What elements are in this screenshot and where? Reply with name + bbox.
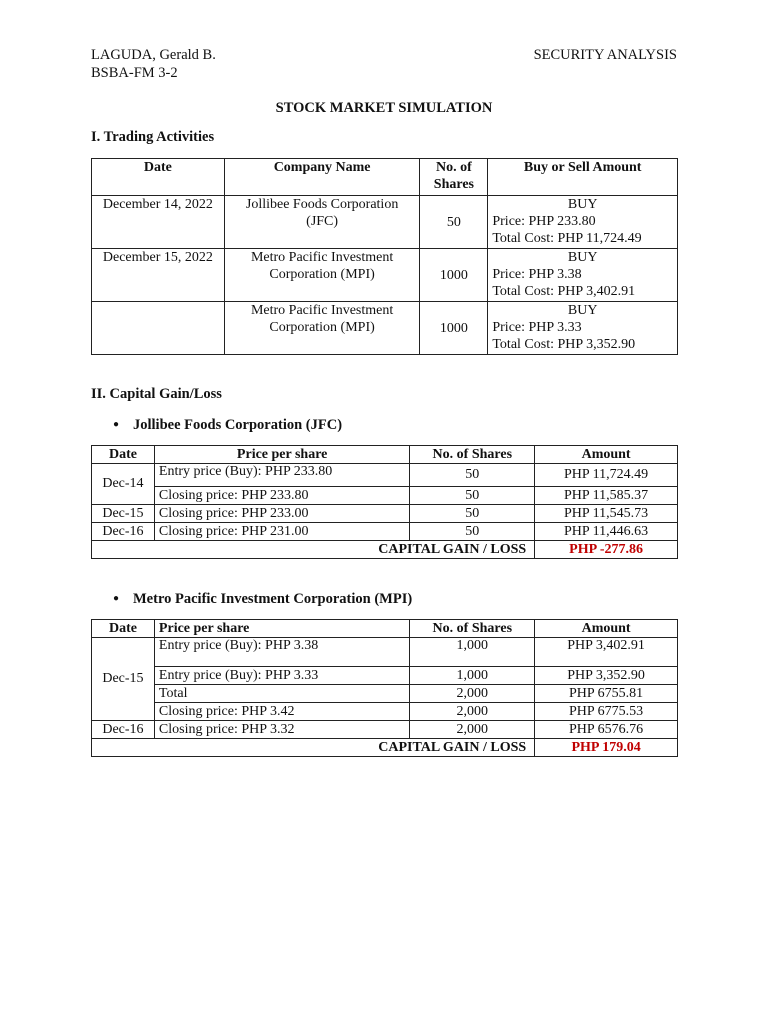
student-section: BSBA-FM 3-2 [91,65,178,81]
trade-action: BUY [567,197,598,212]
table-row [92,721,678,739]
row-shares: 2,000 [410,685,535,703]
row-date: Dec-16 [92,721,155,739]
row-price: Total [154,685,409,703]
col-date: Date [92,446,155,464]
bullet-icon: ● [113,419,120,430]
row-shares: 1,000 [410,638,535,667]
total-label: CAPITAL GAIN / LOSS [92,541,535,559]
jfc-total-row [92,541,678,559]
table-row [92,667,678,685]
table-row [92,505,678,523]
mpi-bullet [113,591,412,608]
jfc-total-value: PHP -277.86 [535,541,678,559]
page-title: STOCK MARKET SIMULATION [275,100,493,116]
mpi-title: Metro Pacific Investment Corporation (MPI) [133,591,413,607]
table-row [92,487,678,505]
table-row [92,302,678,355]
row-amount: PHP 6775.53 [535,703,678,721]
trade-total: Total Cost: PHP 3,402.91 [492,284,636,299]
row-shares: 50 [410,505,535,523]
trade-date: December 15, 2022 [92,249,225,302]
mpi-total-row [92,739,678,757]
trade-amount [488,302,678,355]
trade-action: BUY [567,250,598,265]
row-price: Closing price: PHP 233.00 [154,505,409,523]
row-date: Dec-15 [92,505,155,523]
mpi-table [91,619,678,757]
trade-amount [488,196,678,249]
row-date: Dec-15 [92,638,155,721]
row-amount: PHP 3,402.91 [535,638,678,667]
table-row [92,196,678,249]
row-amount: PHP 11,585.37 [535,487,678,505]
table-row [92,464,678,487]
trade-action: BUY [567,303,598,318]
row-shares: 2,000 [410,703,535,721]
table-row [92,703,678,721]
row-amount: PHP 11,724.49 [535,464,678,487]
col-date: Date [92,159,225,196]
col-amount: Amount [535,620,678,638]
trade-shares: 1000 [420,302,488,355]
row-amount: PHP 3,352.90 [535,667,678,685]
row-price: Closing price: PHP 233.80 [154,487,409,505]
col-shares [420,159,488,196]
mpi-total-value: PHP 179.04 [535,739,678,757]
col-shares: No. of Shares [410,446,535,464]
trade-price: Price: PHP 3.38 [492,267,582,282]
capital-heading: II. Capital Gain/Loss [91,386,222,402]
total-label: CAPITAL GAIN / LOSS [92,739,535,757]
trade-date: December 14, 2022 [92,196,225,249]
trade-company [224,196,420,249]
trade-company [224,302,420,355]
trade-amount [488,249,678,302]
company-line1: Metro Pacific Investment [250,303,394,318]
row-amount: PHP 6576.76 [535,721,678,739]
jfc-table [91,445,678,559]
company-line1: Metro Pacific Investment [250,250,394,265]
company-line2: (JFC) [306,214,339,229]
col-price: Price per share [154,446,409,464]
row-shares: 2,000 [410,721,535,739]
col-date: Date [92,620,155,638]
row-price: Closing price: PHP 3.32 [154,721,409,739]
student-name: LAGUDA, Gerald B. [91,47,216,63]
bullet-icon: ● [113,593,120,604]
trading-table [91,158,678,355]
trade-shares: 50 [420,196,488,249]
row-price: Closing price: PHP 3.42 [154,703,409,721]
student-info [91,46,216,82]
row-price: Entry price (Buy): PHP 3.33 [154,667,409,685]
col-amount: Amount [535,446,678,464]
company-line1: Jollibee Foods Corporation [245,197,399,212]
trading-heading: I. Trading Activities [91,129,215,145]
row-amount: PHP 6755.81 [535,685,678,703]
table-row [92,523,678,541]
trade-price: Price: PHP 3.33 [492,320,582,335]
table-row [92,685,678,703]
row-shares: 50 [410,464,535,487]
col-shares-line1: No. of [436,160,472,175]
trade-total: Total Cost: PHP 3,352.90 [492,337,636,352]
row-amount: PHP 11,545.73 [535,505,678,523]
col-price: Price per share [154,620,409,638]
row-shares: 50 [410,523,535,541]
trade-total: Total Cost: PHP 11,724.49 [492,231,642,246]
course-title: SECURITY ANALYSIS [533,47,677,63]
jfc-header-row [92,446,678,464]
col-company: Company Name [224,159,420,196]
row-shares: 1,000 [410,667,535,685]
trade-company [224,249,420,302]
company-line2: Corporation (MPI) [269,320,375,335]
mpi-header-row [92,620,678,638]
col-amount: Buy or Sell Amount [488,159,678,196]
company-line2: Corporation (MPI) [269,267,375,282]
table-row [92,249,678,302]
row-price: Entry price (Buy): PHP 233.80 [154,464,409,487]
col-shares-line2: Shares [433,177,474,192]
row-shares: 50 [410,487,535,505]
table-row [92,638,678,667]
trade-date [92,302,225,355]
row-amount: PHP 11,446.63 [535,523,678,541]
row-date: Dec-14 [92,464,155,505]
row-price: Closing price: PHP 231.00 [154,523,409,541]
col-shares: No. of Shares [410,620,535,638]
trade-shares: 1000 [420,249,488,302]
jfc-title: Jollibee Foods Corporation (JFC) [133,417,343,433]
trade-price: Price: PHP 233.80 [492,214,596,229]
jfc-bullet [113,417,342,434]
trading-header-row [92,159,678,196]
row-price: Entry price (Buy): PHP 3.38 [154,638,409,667]
row-date: Dec-16 [92,523,155,541]
